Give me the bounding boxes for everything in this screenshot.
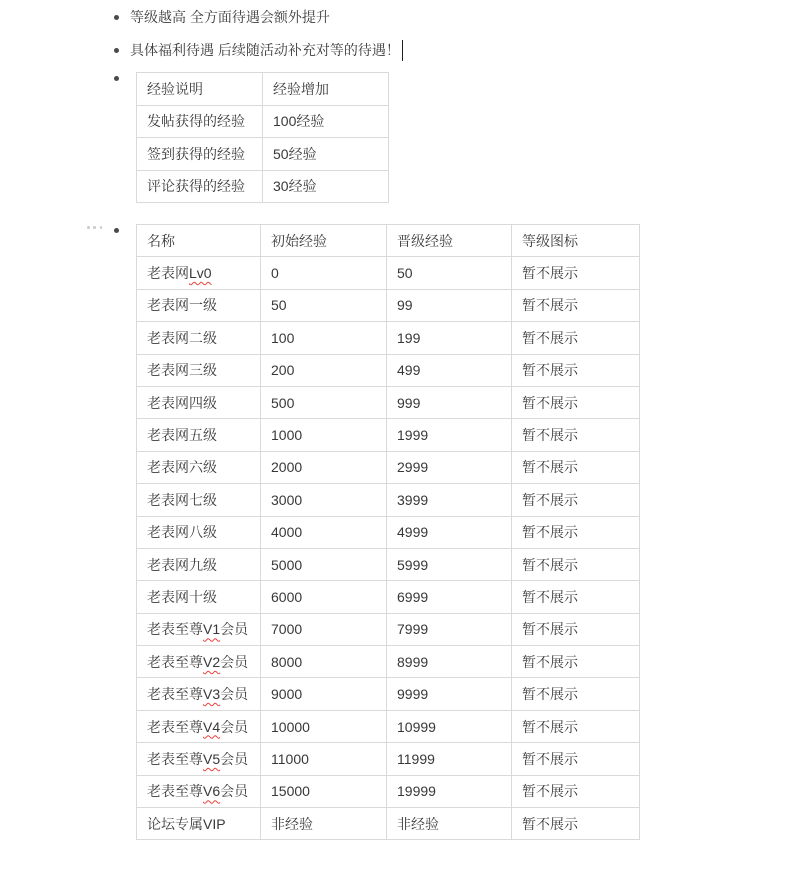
level-name-cell[interactable]: [137, 613, 261, 645]
initial-exp-cell[interactable]: 10000: [261, 710, 387, 742]
misspelled-text: V4: [203, 718, 221, 735]
level-table: [136, 224, 640, 840]
level-name-cell[interactable]: [137, 257, 261, 289]
exp-table-body: [137, 73, 389, 203]
level-name-cell[interactable]: [137, 581, 261, 613]
promote-exp-cell[interactable]: 7999: [387, 613, 512, 645]
cell-text: 老表网九级: [147, 556, 217, 573]
cell-text: 老表网: [147, 265, 189, 282]
cell-text: 老表至尊: [147, 783, 203, 800]
table-row: [137, 710, 640, 742]
initial-exp-cell[interactable]: 1000: [261, 419, 387, 451]
promote-exp-cell[interactable]: 8999: [387, 646, 512, 678]
table-row: [137, 105, 389, 138]
initial-exp-cell[interactable]: 0: [261, 257, 387, 289]
exp-desc-cell[interactable]: 签到获得的经验: [137, 138, 263, 171]
block-drag-handle-icon[interactable]: [87, 225, 102, 230]
initial-exp-cell[interactable]: 50: [261, 289, 387, 321]
level-name-cell[interactable]: [137, 484, 261, 516]
table-row: [137, 170, 389, 203]
level-icon-cell[interactable]: 暂不展示: [512, 322, 640, 354]
level-name-cell[interactable]: [137, 775, 261, 807]
exp-gain-cell[interactable]: 100经验: [263, 105, 389, 138]
table-row: [137, 289, 640, 321]
bullet-marker: [114, 76, 119, 81]
level-icon-cell[interactable]: 暂不展示: [512, 516, 640, 548]
initial-exp-cell[interactable]: 3000: [261, 484, 387, 516]
initial-exp-cell[interactable]: 7000: [261, 613, 387, 645]
header-cell-level-icon[interactable]: 等级图标: [512, 225, 640, 257]
table-row: [137, 516, 640, 548]
misspelled-text: Lv0: [189, 265, 212, 282]
promote-exp-cell[interactable]: 5999: [387, 548, 512, 580]
promote-exp-cell[interactable]: 1999: [387, 419, 512, 451]
misspelled-text: V2: [203, 653, 221, 670]
exp-desc-cell[interactable]: 发帖获得的经验: [137, 105, 263, 138]
table-row: [137, 419, 640, 451]
level-name-cell[interactable]: [137, 710, 261, 742]
level-icon-cell[interactable]: 暂不展示: [512, 354, 640, 386]
cell-text: 论坛专属VIP: [147, 815, 226, 832]
cell-text: 会员: [220, 750, 249, 767]
exp-desc-cell[interactable]: 评论获得的经验: [137, 170, 263, 203]
initial-exp-cell[interactable]: 9000: [261, 678, 387, 710]
handle-dot: [93, 226, 96, 229]
level-icon-cell[interactable]: 暂不展示: [512, 257, 640, 289]
exp-table-block: [0, 72, 800, 203]
table-row: [137, 484, 640, 516]
initial-exp-cell[interactable]: 100: [261, 322, 387, 354]
level-name-cell[interactable]: [137, 419, 261, 451]
initial-exp-cell[interactable]: 6000: [261, 581, 387, 613]
level-name-cell[interactable]: [137, 386, 261, 418]
table-row: [137, 451, 640, 483]
exp-gain-cell[interactable]: 50经验: [263, 138, 389, 171]
initial-exp-cell[interactable]: 4000: [261, 516, 387, 548]
exp-gain-cell[interactable]: 30经验: [263, 170, 389, 203]
initial-exp-cell[interactable]: 200: [261, 354, 387, 386]
initial-exp-cell[interactable]: 2000: [261, 451, 387, 483]
misspelled-text: V1: [203, 621, 221, 638]
initial-exp-cell[interactable]: 11000: [261, 743, 387, 775]
promote-exp-cell[interactable]: 50: [387, 257, 512, 289]
cell-text: 老表至尊: [147, 686, 203, 703]
cell-text: 老表至尊: [147, 718, 203, 735]
cell-text: 老表网七级: [147, 491, 217, 508]
promote-exp-cell[interactable]: 6999: [387, 581, 512, 613]
cell-text: 老表至尊: [147, 621, 203, 638]
paragraph-text[interactable]: 具体福利待遇 后续随活动补充对等的待遇！: [130, 42, 400, 58]
misspelled-text: V3: [203, 686, 221, 703]
level-table-block: [0, 224, 800, 840]
bullet-marker: [114, 15, 119, 20]
cell-text: 老表网十级: [147, 588, 217, 605]
promote-exp-cell[interactable]: 11999: [387, 743, 512, 775]
header-cell-promote-exp[interactable]: 晋级经验: [387, 225, 512, 257]
document-canvas: [0, 6, 800, 876]
promote-exp-cell[interactable]: 10999: [387, 710, 512, 742]
cell-text: 老表网五级: [147, 427, 217, 444]
bullet-item-welfare[interactable]: [0, 39, 800, 61]
table-row: [137, 646, 640, 678]
table-row: [137, 257, 640, 289]
cell-text: 会员: [220, 783, 249, 800]
initial-exp-cell[interactable]: 8000: [261, 646, 387, 678]
paragraph-text[interactable]: 等级越高 全方面待遇会额外提升: [130, 9, 330, 25]
level-name-cell[interactable]: [137, 646, 261, 678]
misspelled-text: V6: [203, 783, 221, 800]
table-row: [137, 613, 640, 645]
level-name-cell[interactable]: [137, 451, 261, 483]
promote-exp-cell[interactable]: 非经验: [387, 808, 512, 840]
promote-exp-cell[interactable]: 19999: [387, 775, 512, 807]
cell-text: 老表网六级: [147, 459, 217, 476]
promote-exp-cell[interactable]: 9999: [387, 678, 512, 710]
handle-dot: [87, 226, 90, 229]
level-icon-cell[interactable]: 暂不展示: [512, 451, 640, 483]
level-icon-cell[interactable]: 暂不展示: [512, 646, 640, 678]
table-row: [137, 548, 640, 580]
exp-desc-cell[interactable]: 经验说明: [137, 73, 263, 106]
cell-text: 老表网一级: [147, 297, 217, 314]
table-row: [137, 808, 640, 840]
level-name-cell[interactable]: [137, 548, 261, 580]
exp-gain-cell[interactable]: 经验增加: [263, 73, 389, 106]
cell-text: 老表网四级: [147, 394, 217, 411]
bullet-item-benefits[interactable]: [0, 6, 800, 28]
level-name-cell[interactable]: [137, 678, 261, 710]
table-row: [137, 73, 389, 106]
level-icon-cell[interactable]: 暂不展示: [512, 808, 640, 840]
promote-exp-cell[interactable]: 99: [387, 289, 512, 321]
table-row: [137, 322, 640, 354]
level-icon-cell[interactable]: 暂不展示: [512, 775, 640, 807]
level-icon-cell[interactable]: 暂不展示: [512, 613, 640, 645]
table-row: [137, 138, 389, 171]
level-table-body: [137, 225, 640, 840]
level-name-cell[interactable]: [137, 743, 261, 775]
level-name-cell[interactable]: [137, 808, 261, 840]
text-cursor: [402, 40, 404, 61]
promote-exp-cell[interactable]: 999: [387, 386, 512, 418]
cell-text: 老表网二级: [147, 329, 217, 346]
cell-text: 老表网三级: [147, 362, 217, 379]
table-row: [137, 743, 640, 775]
header-cell-name[interactable]: 名称: [137, 225, 261, 257]
promote-exp-cell[interactable]: 3999: [387, 484, 512, 516]
cell-text: 老表网八级: [147, 524, 217, 541]
level-icon-cell[interactable]: 暂不展示: [512, 581, 640, 613]
level-icon-cell[interactable]: 暂不展示: [512, 548, 640, 580]
table-row: [137, 354, 640, 386]
level-icon-cell[interactable]: 暂不展示: [512, 743, 640, 775]
level-icon-cell[interactable]: 暂不展示: [512, 289, 640, 321]
initial-exp-cell[interactable]: 15000: [261, 775, 387, 807]
cell-text: 会员: [220, 653, 249, 670]
level-icon-cell[interactable]: 暂不展示: [512, 710, 640, 742]
cell-text: 老表至尊: [147, 653, 203, 670]
level-name-cell[interactable]: [137, 322, 261, 354]
bullet-marker: [114, 228, 119, 233]
exp-table: [136, 72, 389, 203]
table-row: [137, 581, 640, 613]
cell-text: 会员: [220, 718, 249, 735]
level-name-cell[interactable]: [137, 354, 261, 386]
table-row: [137, 678, 640, 710]
level-name-cell[interactable]: [137, 516, 261, 548]
cell-text: 会员: [220, 686, 249, 703]
level-icon-cell[interactable]: 暂不展示: [512, 386, 640, 418]
initial-exp-cell[interactable]: 5000: [261, 548, 387, 580]
misspelled-text: V5: [203, 750, 221, 767]
header-cell-initial-exp[interactable]: 初始经验: [261, 225, 387, 257]
level-name-cell[interactable]: [137, 289, 261, 321]
table-row: [137, 775, 640, 807]
cell-text: 会员: [220, 621, 249, 638]
handle-dot: [100, 226, 103, 229]
table-row: [137, 386, 640, 418]
promote-exp-cell[interactable]: 199: [387, 322, 512, 354]
level-icon-cell[interactable]: 暂不展示: [512, 419, 640, 451]
level-table-header-row: [137, 225, 640, 257]
initial-exp-cell[interactable]: 500: [261, 386, 387, 418]
promote-exp-cell[interactable]: 499: [387, 354, 512, 386]
cell-text: 老表至尊: [147, 750, 203, 767]
level-icon-cell[interactable]: 暂不展示: [512, 678, 640, 710]
promote-exp-cell[interactable]: 4999: [387, 516, 512, 548]
level-icon-cell[interactable]: 暂不展示: [512, 484, 640, 516]
promote-exp-cell[interactable]: 2999: [387, 451, 512, 483]
initial-exp-cell[interactable]: 非经验: [261, 808, 387, 840]
bullet-marker: [114, 48, 119, 53]
